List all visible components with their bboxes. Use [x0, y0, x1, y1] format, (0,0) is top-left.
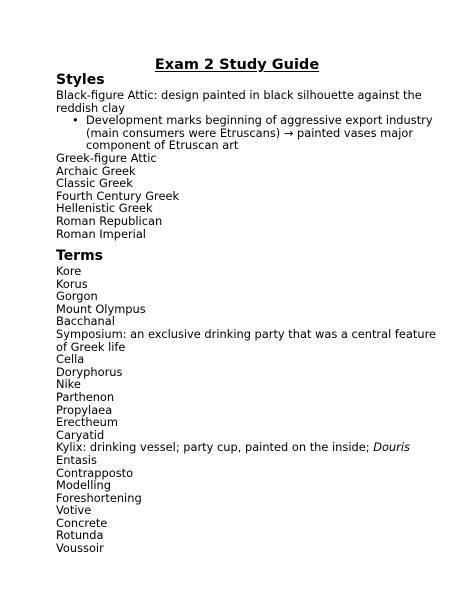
style-item: Greek-figure Attic [56, 150, 157, 165]
term-item: Foreshortening [56, 490, 142, 505]
term-item: Caryatid [56, 427, 105, 442]
style-item: Archaic Greek [56, 163, 136, 178]
bullet-line-3: component of Etruscan art [86, 138, 239, 153]
bullet-text [86, 114, 433, 152]
term-item: Erectheum [56, 415, 118, 430]
kylix-line [56, 441, 420, 454]
term-item: Votive [56, 503, 92, 518]
term-item: Contrapposto [56, 465, 134, 480]
styles-section [56, 72, 433, 241]
bullet-line-2: (main consumers were Etruscans) → painted vases major [86, 125, 414, 140]
kylix-text: Kylix: drinking vessel; party cup, painted on the inside; [56, 440, 374, 455]
term-item: Bacchanal [56, 314, 115, 329]
style-item: Roman Republican [56, 213, 163, 228]
term-item: Cella [56, 352, 85, 367]
term-item: Doryphorus [56, 364, 123, 379]
term-item: Gorgon [56, 289, 98, 304]
term-item: Parthenon [56, 389, 115, 404]
black-figure-line-1: Black-figure Attic: design painted in black silhouette against the [56, 88, 422, 102]
term-item: Voussoir [56, 541, 104, 556]
style-item: Roman Imperial [56, 226, 146, 241]
black-figure-line-2: reddish clay [56, 100, 125, 115]
symposium-line-2: of Greek life [56, 339, 126, 354]
terms-heading: Terms [56, 248, 104, 264]
term-item: Propylaea [56, 402, 113, 417]
bullet-line-1: Development marks beginning of aggressive export industry [86, 113, 433, 128]
style-item: Hellenistic Greek [56, 201, 153, 216]
term-item: Rotunda [56, 528, 104, 543]
term-item: Korus [56, 276, 88, 291]
kylix-artist: Douris [373, 440, 410, 455]
term-item: Entasis [56, 452, 97, 467]
style-item: Fourth Century Greek [56, 188, 180, 203]
term-item: Modelling [56, 478, 111, 493]
styles-heading: Styles [56, 72, 105, 88]
bullet-item [72, 113, 433, 153]
term-item: Concrete [56, 515, 108, 530]
symposium-line-1: Symposium: an exclusive drinking party that was a central feature [56, 326, 437, 341]
bullet-icon: • [72, 113, 79, 128]
term-item: Mount Olympus [56, 301, 146, 316]
terms-section [56, 248, 437, 556]
style-item: Classic Greek [56, 176, 133, 191]
term-item: Kore [56, 264, 82, 278]
term-item: Nike [56, 377, 81, 392]
page-title: Exam 2 Study Guide [154, 57, 320, 73]
